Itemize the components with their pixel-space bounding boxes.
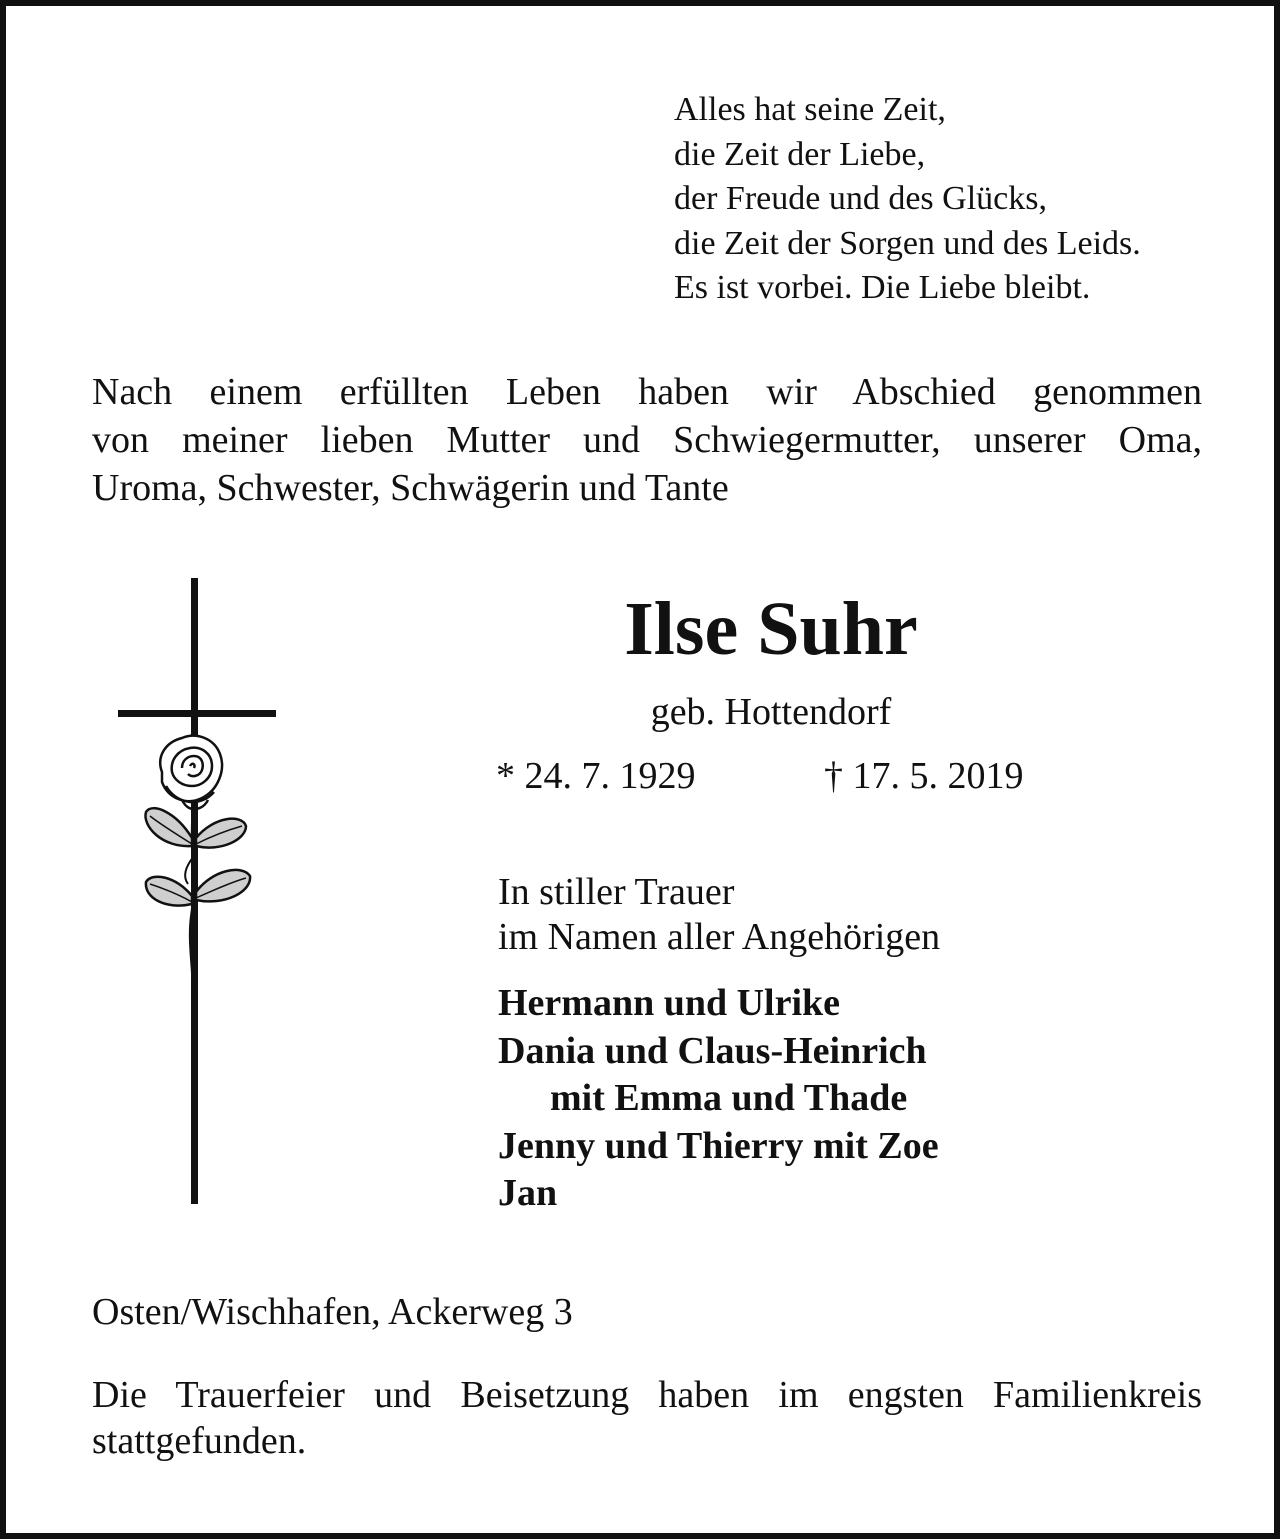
poem bbox=[674, 88, 1141, 311]
address: Osten/Wischhafen, Ackerweg 3 bbox=[92, 1291, 573, 1333]
mourning-line: In stiller Trauer bbox=[498, 871, 735, 913]
family-line: mit Emma und Thade bbox=[550, 1077, 908, 1119]
poem-line: die Zeit der Liebe, bbox=[674, 135, 926, 173]
deceased-name: Ilse Suhr bbox=[624, 587, 918, 671]
family-line: Dania und Claus-Heinrich bbox=[498, 1029, 927, 1072]
cross-rose-emblem bbox=[116, 576, 278, 1208]
birth-date: * 24. 7. 1929 bbox=[496, 755, 696, 797]
maiden-name: geb. Hottendorf bbox=[650, 691, 892, 733]
intro-line: Uroma, Schwester, Schwägerin und Tante bbox=[92, 467, 729, 509]
intro-line: Nach einem erfüllten Leben haben wir Abschied genommen bbox=[92, 371, 1202, 413]
family-line: Jenny und Thierry mit Zoe bbox=[498, 1124, 939, 1167]
closing-text bbox=[92, 1372, 1202, 1464]
intro-line: von meiner lieben Mutter und Schwiegermutter, unserer Oma, bbox=[92, 419, 1202, 461]
death-date: † 17. 5. 2019 bbox=[824, 755, 1024, 797]
family-list bbox=[498, 980, 939, 1218]
poem-line: Es ist vorbei. Die Liebe bleibt. bbox=[674, 269, 1091, 306]
poem-line: der Freude und des Glücks, bbox=[674, 180, 1047, 217]
intro-text bbox=[92, 368, 1202, 512]
closing-line: Die Trauerfeier und Beisetzung haben im engsten Familienkreis bbox=[92, 1374, 1202, 1416]
closing-line: stattgefunden. bbox=[92, 1420, 307, 1462]
family-line: Jan bbox=[498, 1172, 558, 1214]
poem-line: die Zeit der Sorgen und des Leids. bbox=[674, 224, 1141, 262]
family-line: Hermann und Ulrike bbox=[498, 982, 841, 1024]
mourning-line: im Namen aller Angehörigen bbox=[498, 916, 941, 958]
mourning-text bbox=[498, 870, 940, 960]
poem-line: Alles hat seine Zeit, bbox=[674, 91, 946, 128]
